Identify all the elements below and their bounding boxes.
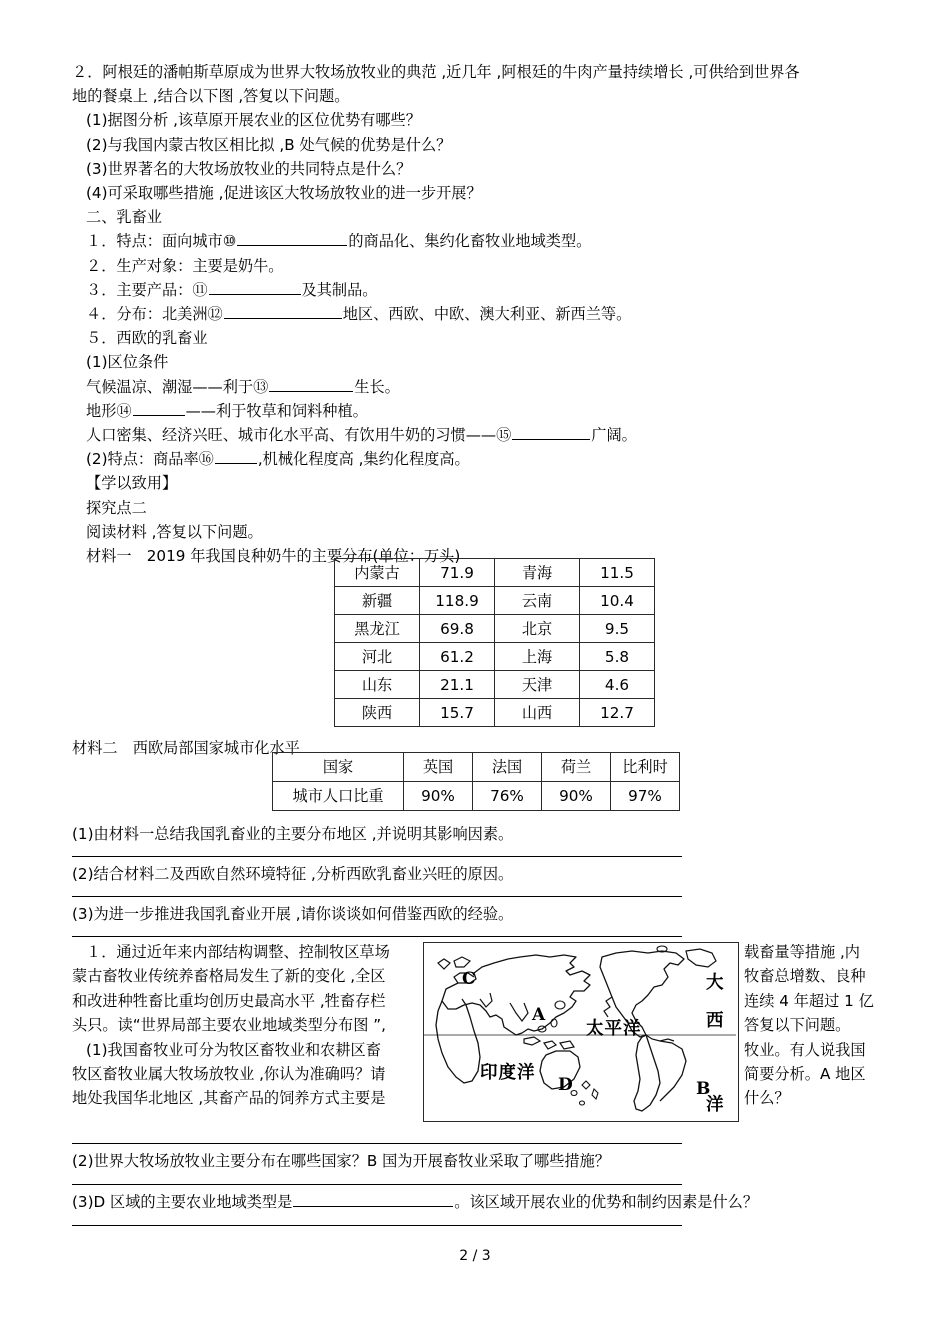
map-label-atlantic-char-3: 洋 (706, 1095, 725, 1115)
bottom-question-3 (72, 1190, 758, 1214)
table-header-row (273, 753, 680, 782)
fill-blank-14[interactable] (133, 400, 185, 416)
cell-value: 12.7 (580, 699, 655, 727)
header-france: 法国 (473, 753, 542, 782)
answer-rule-5[interactable] (72, 1184, 682, 1185)
value-netherlands: 90% (542, 782, 611, 811)
cell-region: 北京 (495, 615, 580, 643)
table-row (335, 587, 655, 615)
population-condition-line (72, 423, 878, 447)
main-text-content (72, 60, 878, 568)
bottom-left-line-1: １．通过近年来内部结构调整、控制牧区草场 (86, 943, 390, 961)
cell-region: 云南 (495, 587, 580, 615)
cell-region: 天津 (495, 671, 580, 699)
fill-blank-d-region[interactable] (293, 1191, 453, 1207)
bottom-left-line-3: 和改进种牲畜比重均创历史最高水平 ,牲畜存栏 (72, 991, 386, 1010)
cell-value: 118.9 (420, 587, 495, 615)
section-two-sub-1: (1)区位条件 (86, 353, 169, 372)
table-row (335, 615, 655, 643)
question-2-sub-3: (3)世界著名的大牧场放牧业的共同特点是什么？ (86, 159, 412, 178)
apply-question-1: (1)由材料一总结我国乳畜业的主要分布地区 ,并说明其影响因素。 (72, 825, 514, 843)
bottom-section (0, 940, 950, 1140)
question-3-prefix: (3)D 区域的主要农业地域类型是 (72, 1193, 293, 1211)
cell-region: 青海 (495, 559, 580, 587)
section-two-item-2: ２．生产对象：主要是奶牛。 (86, 256, 284, 275)
material-two-table-wrapper (272, 752, 680, 811)
sub-2-prefix: (2)特点：商品率⑯ (86, 450, 214, 469)
bottom-left-column (72, 940, 420, 1111)
item-3-prefix: ３．主要产品：⑪ (86, 280, 208, 299)
table-row (273, 782, 680, 811)
table-row (335, 671, 655, 699)
map-label-pacific-ocean: 太平洋 (586, 1019, 642, 1039)
bottom-right-line-2: 牧畜总增数、良种 (744, 967, 866, 986)
cell-value: 4.6 (580, 671, 655, 699)
answer-rule-4[interactable] (72, 1143, 682, 1144)
cell-value: 10.4 (580, 587, 655, 615)
item-1-suffix: 的商品化、集约化畜牧业地域类型。 (348, 232, 592, 251)
fill-blank-16[interactable] (215, 448, 257, 464)
item-4-prefix: ４．分布：北美洲⑫ (86, 305, 223, 324)
value-uk: 90% (404, 782, 473, 811)
question-2-line-1: ２．阿根廷的潘帕斯草原成为世界大牧场放牧业的典范 ,近几年 ,阿根廷的牛肉产量持续增长 ,可供给到世界各 (72, 63, 800, 81)
answer-rule-3[interactable] (72, 936, 682, 937)
bottom-question-2: (2)世界大牧场放牧业主要分布在哪些国家？B 国为开展畜牧业采取了哪些措施？ (72, 1152, 610, 1170)
relief-suffix: ——利于牧草和饲料种植。 (185, 401, 368, 420)
fill-blank-12[interactable] (224, 303, 342, 319)
climate-prefix: 气候温凉、潮湿——利于⑬ (86, 377, 269, 396)
question-2-sub-4: (4)可采取哪些措施 ,促进该区大牧场放牧业的进一步开展？ (86, 184, 482, 203)
bottom-left-line-6: 牧区畜牧业属大牧场放牧业 ,你认为准确吗？请 (72, 1065, 386, 1084)
map-label-indian-ocean: 印度洋 (480, 1063, 536, 1083)
population-prefix: 人口密集、经济兴旺、城市化水平高、有饮用牛奶的习惯——⑮ (86, 426, 512, 445)
bottom-left-line-4: 头只。读“世界局部主要农业地域类型分布图 ”, (72, 1016, 386, 1035)
fill-blank-10[interactable] (237, 230, 347, 246)
map-label-A: A (532, 1005, 546, 1025)
bottom-right-line-1: 载畜量等措施 ,内 (744, 943, 860, 961)
cell-region: 内蒙古 (335, 559, 420, 587)
map-label-atlantic-char-2: 西 (706, 1011, 725, 1031)
material-one-title: 材料一 2019 年我国良种奶牛的主要分布(单位：万头) (86, 547, 461, 566)
bottom-right-line-4: 答复以下问题。 (744, 1016, 851, 1035)
world-agriculture-map-figure (423, 942, 739, 1122)
apply-tag: 【学以致用】 (86, 474, 178, 493)
section-two-sub-2 (72, 447, 878, 471)
value-france: 76% (473, 782, 542, 811)
table-row (335, 643, 655, 671)
relief-condition-line (72, 399, 878, 423)
material-two-title: 材料二 西欧局部国家城市化水平 (72, 739, 300, 757)
read-material-instruction: 阅读材料 ,答复以下问题。 (86, 522, 263, 541)
header-netherlands: 荷兰 (542, 753, 611, 782)
climate-condition-line (72, 375, 878, 399)
cell-region: 新疆 (335, 587, 420, 615)
question-2-sub-1: (1)据图分析 ,该草原开展农业的区位优势有哪些？ (86, 111, 421, 130)
header-country: 国家 (273, 753, 404, 782)
table-row (335, 559, 655, 587)
cell-value: 5.8 (580, 643, 655, 671)
material-one-table-wrapper (334, 558, 655, 727)
row-label-urban-share: 城市人口比重 (273, 782, 404, 811)
sub-2-suffix: ,机械化程度高 ,集约化程度高。 (257, 450, 470, 469)
bottom-right-line-7: 什么？ (744, 1089, 790, 1108)
urbanization-level-table (272, 752, 680, 811)
bottom-left-line-7: 地处我国华北地区 ,其畜产品的饲养方式主要是 (72, 1089, 386, 1108)
question-2-sub-2: (2)与我国内蒙古牧区相比拟 ,B 处气候的优势是什么？ (86, 135, 452, 154)
question-3-suffix: 。该区域开展农业的优势和制约因素是什么？ (454, 1193, 759, 1211)
bottom-left-line-2: 蒙古畜牧业传统养畜格局发生了新的变化 ,全区 (72, 967, 386, 986)
cell-value: 61.2 (420, 643, 495, 671)
bottom-right-line-6: 简要分析。A 地区 (744, 1065, 866, 1084)
cell-value: 11.5 (580, 559, 655, 587)
cell-region: 黑龙江 (335, 615, 420, 643)
item-1-prefix: １．特点：面向城市⑩ (86, 232, 237, 251)
fill-blank-13[interactable] (269, 376, 353, 392)
bottom-right-line-3: 连续 4 年超过 1 亿 (744, 991, 874, 1010)
cell-region: 河北 (335, 643, 420, 671)
cell-region: 陕西 (335, 699, 420, 727)
page-footer: 2 / 3 (459, 1248, 491, 1264)
answer-rule-1[interactable] (72, 856, 682, 857)
map-label-D: D (558, 1075, 573, 1095)
map-label-B: B (696, 1079, 711, 1099)
bottom-right-column (744, 940, 944, 1111)
cell-region: 山西 (495, 699, 580, 727)
section-two-item-5: ５．西欧的乳畜业 (86, 329, 208, 348)
bottom-left-line-5: (1)我国畜牧业可分为牧区畜牧业和农耕区畜 (86, 1040, 381, 1059)
explore-point-label: 探究点二 (86, 498, 147, 517)
cell-region: 上海 (495, 643, 580, 671)
map-label-atlantic-char-1: 大 (706, 973, 725, 993)
section-two-heading: 二、乳畜业 (86, 208, 162, 227)
cell-value: 21.1 (420, 671, 495, 699)
header-belgium: 比利时 (611, 753, 680, 782)
cell-value: 71.9 (420, 559, 495, 587)
item-4-suffix: 地区、西欧、中欧、澳大利亚、新西兰等。 (342, 305, 632, 324)
cell-value: 9.5 (580, 615, 655, 643)
population-suffix: 广阔。 (591, 426, 637, 445)
question-2-line-2: 地的餐桌上 ,结合以下图 ,答复以下问题。 (72, 87, 350, 106)
item-3-suffix: 及其制品。 (301, 280, 378, 299)
climate-suffix: 生长。 (354, 377, 400, 396)
section-two-item-4 (72, 302, 878, 326)
cell-region: 山东 (335, 671, 420, 699)
header-uk: 英国 (404, 753, 473, 782)
map-label-C: C (462, 969, 476, 989)
fill-blank-11[interactable] (209, 279, 301, 295)
table-row (335, 699, 655, 727)
dairy-cow-distribution-table (334, 558, 655, 727)
relief-prefix: 地形⑭ (86, 401, 132, 420)
bottom-right-line-5: 牧业。有人说我国 (744, 1040, 866, 1059)
cell-value: 15.7 (420, 699, 495, 727)
apply-question-2: (2)结合材料二及西欧自然环境特征 ,分析西欧乳畜业兴旺的原因。 (72, 865, 514, 883)
answer-rule-6[interactable] (72, 1225, 682, 1226)
fill-blank-15[interactable] (512, 424, 590, 440)
answer-rule-2[interactable] (72, 896, 682, 897)
cell-value: 69.8 (420, 615, 495, 643)
value-belgium: 97% (611, 782, 680, 811)
section-two-item-3 (72, 278, 878, 302)
apply-question-3: (3)为进一步推进我国乳畜业开展 ,请你谈谈如何借鉴西欧的经验。 (72, 905, 514, 923)
section-two-item-1 (72, 229, 878, 253)
